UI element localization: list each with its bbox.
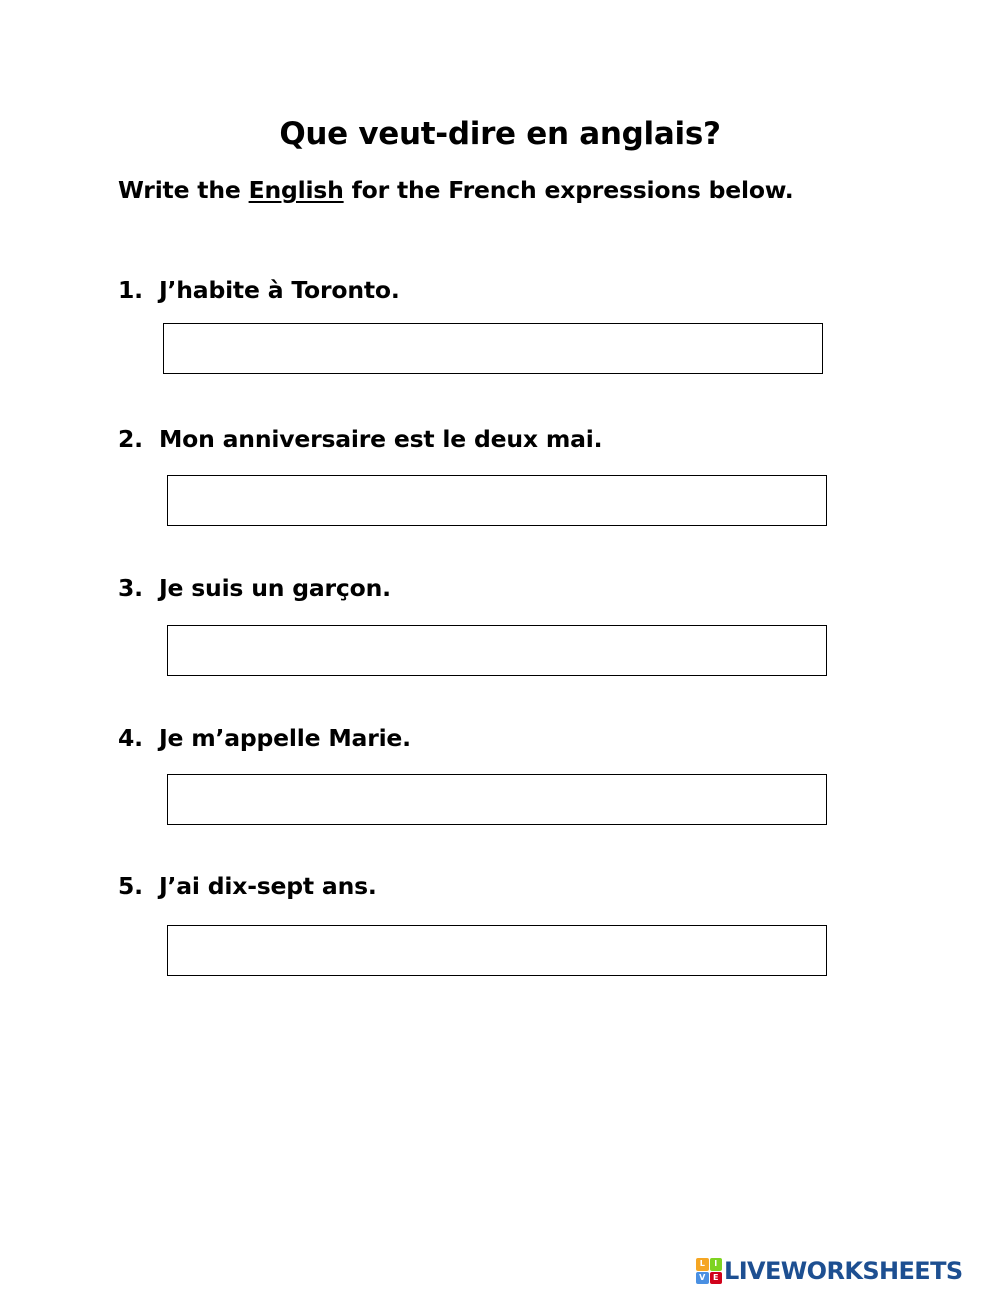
question-1 — [118, 276, 400, 304]
liveworksheets-logo-icon — [696, 1258, 722, 1284]
worksheet-title: Que veut-dire en anglais? — [279, 116, 721, 152]
liveworksheets-brand — [696, 1256, 963, 1286]
question-number: 3. — [118, 574, 143, 602]
brand-name: LIVEWORKSHEETS — [724, 1257, 963, 1285]
question-text: Je m’appelle Marie. — [159, 724, 411, 752]
question-number: 4. — [118, 724, 143, 752]
question-2 — [118, 425, 602, 453]
question-5 — [118, 872, 377, 900]
answer-input-4[interactable] — [167, 774, 827, 825]
question-4 — [118, 724, 411, 752]
logo-tile: I — [710, 1258, 723, 1271]
answer-input-3[interactable] — [167, 625, 827, 676]
answer-input-5[interactable] — [167, 925, 827, 976]
question-number: 5. — [118, 872, 143, 900]
logo-tile: E — [710, 1272, 723, 1285]
instructions — [118, 176, 794, 204]
question-text: J’ai dix-sept ans. — [159, 872, 377, 900]
instructions-text-before: Write the — [118, 176, 249, 204]
answer-input-1[interactable] — [163, 323, 823, 374]
question-3 — [118, 574, 391, 602]
question-text: Mon anniversaire est le deux mai. — [159, 425, 603, 453]
question-number: 1. — [118, 276, 143, 304]
instructions-emphasis: English — [248, 176, 344, 204]
question-text: Je suis un garçon. — [159, 574, 391, 602]
logo-tile: V — [696, 1272, 709, 1285]
answer-input-2[interactable] — [167, 475, 827, 526]
instructions-text-after: for the French expressions below. — [343, 176, 794, 204]
logo-tile: L — [696, 1258, 709, 1271]
question-text: J’habite à Toronto. — [159, 276, 400, 304]
question-number: 2. — [118, 425, 143, 453]
